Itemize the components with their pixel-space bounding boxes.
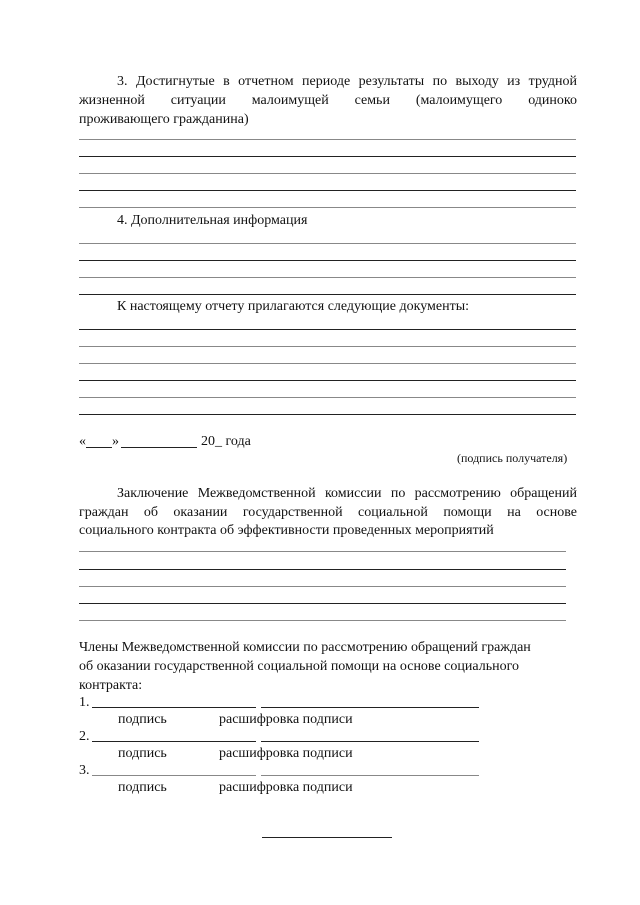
signature-blank [92, 741, 256, 742]
fill-line [79, 260, 576, 261]
member-number: 3. [79, 763, 90, 778]
fill-line [79, 551, 566, 552]
conclusion-line-1: Заключение Межведомственной комиссии по рассмотрению обращений [117, 486, 577, 501]
members-line-2: об оказании государственной социальной помощи на основе социального [79, 659, 519, 674]
conclusion-line-2: граждан об оказании государственной социальной помощи на основе [79, 505, 577, 520]
signature-blank [92, 707, 256, 708]
members-line-1: Члены Межведомственной комиссии по рассмотрению обращений граждан [79, 640, 531, 655]
fill-line [79, 586, 566, 587]
attachments-title: К настоящему отчету прилагаются следующие документы: [117, 299, 470, 314]
decoding-blank [261, 775, 479, 776]
signature-caption: подпись [118, 746, 167, 761]
fill-line [79, 380, 576, 381]
fill-line [79, 207, 576, 208]
section4-title: 4. Дополнительная информация [117, 213, 308, 228]
fill-line [79, 156, 576, 157]
decoding-blank [261, 741, 479, 742]
date-open-quote: « [79, 434, 86, 449]
fill-line [79, 243, 576, 244]
month-blank [121, 447, 197, 448]
date-close-quote: » [112, 434, 119, 449]
fill-line [79, 414, 576, 415]
fill-line [79, 329, 576, 330]
section3-line-2: жизненной ситуации малоимущей семьи (малоимущего одиноко [79, 93, 577, 108]
member-number: 2. [79, 729, 90, 744]
signature-caption: подпись [118, 712, 167, 727]
members-line-3: контракта: [79, 678, 143, 693]
decoding-caption: расшифровка подписи [219, 712, 353, 727]
fill-line [79, 294, 576, 295]
section3-line-3: проживающего гражданина) [79, 112, 249, 127]
fill-line [79, 173, 576, 174]
fill-line [79, 190, 576, 191]
date-year-text: 20_ года [201, 434, 251, 449]
fill-line [79, 603, 566, 604]
decoding-caption: расшифровка подписи [219, 780, 353, 795]
signature-blank [92, 775, 256, 776]
fill-line [79, 363, 576, 364]
fill-line [79, 277, 576, 278]
member-number: 1. [79, 695, 90, 710]
decoding-blank [261, 707, 479, 708]
fill-line [79, 397, 576, 398]
signature-label: (подпись получателя) [457, 451, 568, 465]
end-separator [262, 837, 392, 838]
conclusion-line-3: социального контракта об эффективности проведенных мероприятий [79, 523, 494, 538]
fill-line [79, 346, 576, 347]
fill-line [79, 620, 566, 621]
fill-line [79, 569, 566, 570]
fill-line [79, 139, 576, 140]
signature-caption: подпись [118, 780, 167, 795]
day-blank [86, 447, 112, 448]
decoding-caption: расшифровка подписи [219, 746, 353, 761]
section3-line-1: 3. Достигнутые в отчетном периоде результаты по выходу из трудной [117, 74, 577, 89]
